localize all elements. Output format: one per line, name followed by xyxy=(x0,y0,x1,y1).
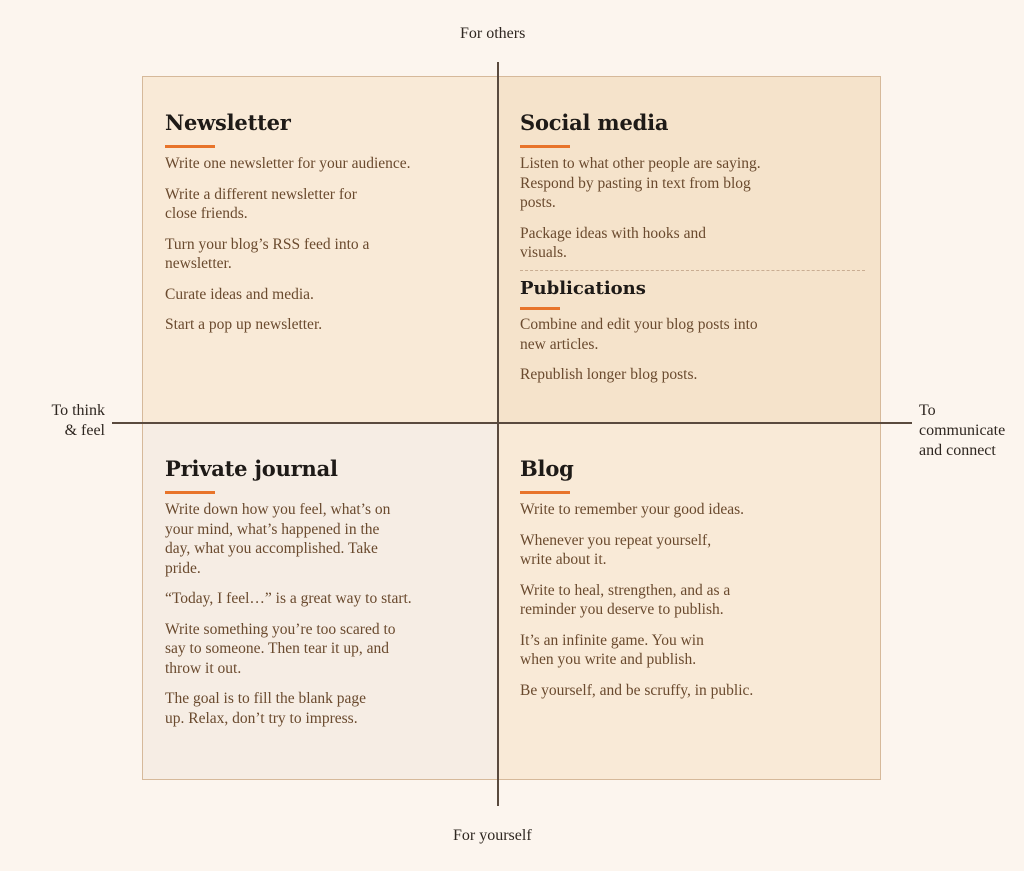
vertical-axis xyxy=(497,62,499,806)
blog-section xyxy=(520,455,820,711)
blog-item: Be yourself, and be scruffy, in public. xyxy=(520,681,754,699)
axis-label-bottom: For yourself xyxy=(453,827,532,844)
axis-label-left-line: & feel xyxy=(64,422,105,439)
blog-item: Write to remember your good ideas. xyxy=(520,501,745,518)
private-journal-item: Write down how you feel, what’s on your mind, what’s happened in the day, what you accomplished. Take pride. xyxy=(165,501,391,577)
horizontal-axis xyxy=(112,422,912,424)
private-journal-title: Private journal xyxy=(165,456,338,481)
newsletter-item: Write one newsletter for your audience. xyxy=(165,155,411,172)
publications-title: Publications xyxy=(520,278,646,299)
social-media-section xyxy=(520,109,770,274)
newsletter-item: Curate ideas and media. xyxy=(165,285,314,303)
publications-item: Combine and edit your blog posts into new articles. xyxy=(520,316,758,353)
publications-section xyxy=(520,277,770,396)
axis-label-left-line: To think xyxy=(51,402,105,419)
title-underline xyxy=(520,145,570,148)
private-journal-item: The goal is to fill the blank page up. Relax, don’t try to impress. xyxy=(165,690,367,727)
axis-label-top: For others xyxy=(460,25,526,42)
blog-item: Whenever you repeat yourself, write about it. xyxy=(520,531,712,568)
section-divider xyxy=(520,270,865,271)
blog-title: Blog xyxy=(520,456,574,481)
blog-item: Write to heal, strengthen, and as a reminder you deserve to publish. xyxy=(520,581,731,618)
publications-item: Republish longer blog posts. xyxy=(520,366,698,383)
axis-label-right xyxy=(919,401,1024,461)
axis-label-right-line: and connect xyxy=(919,442,996,459)
newsletter-section xyxy=(165,109,465,346)
social-media-item: Package ideas with hooks and visuals. xyxy=(520,224,706,261)
blog-item: It’s an infinite game. You win when you write and publish. xyxy=(520,631,704,668)
social-media-item: Listen to what other people are saying. Respond by pasting in text from blog posts. xyxy=(520,155,761,211)
newsletter-item: Start a pop up newsletter. xyxy=(165,316,323,333)
newsletter-item: Turn your blog’s RSS feed into a newsletter. xyxy=(165,235,370,272)
title-underline xyxy=(165,145,215,148)
title-underline xyxy=(520,307,560,310)
axis-label-left xyxy=(30,401,105,441)
title-underline xyxy=(165,491,215,494)
social-media-title: Social media xyxy=(520,110,669,135)
title-underline xyxy=(520,491,570,494)
newsletter-item: Write a different newsletter for close friends. xyxy=(165,185,357,222)
private-journal-section xyxy=(165,455,455,739)
axis-label-right-line: communicate xyxy=(919,422,1006,439)
private-journal-item: Write something you’re too scared to say to someone. Then tear it up, and throw it out. xyxy=(165,620,396,677)
newsletter-title: Newsletter xyxy=(165,110,291,135)
axis-label-right-line: To xyxy=(919,402,936,419)
private-journal-item: “Today, I feel…” is a great way to start. xyxy=(165,590,412,607)
